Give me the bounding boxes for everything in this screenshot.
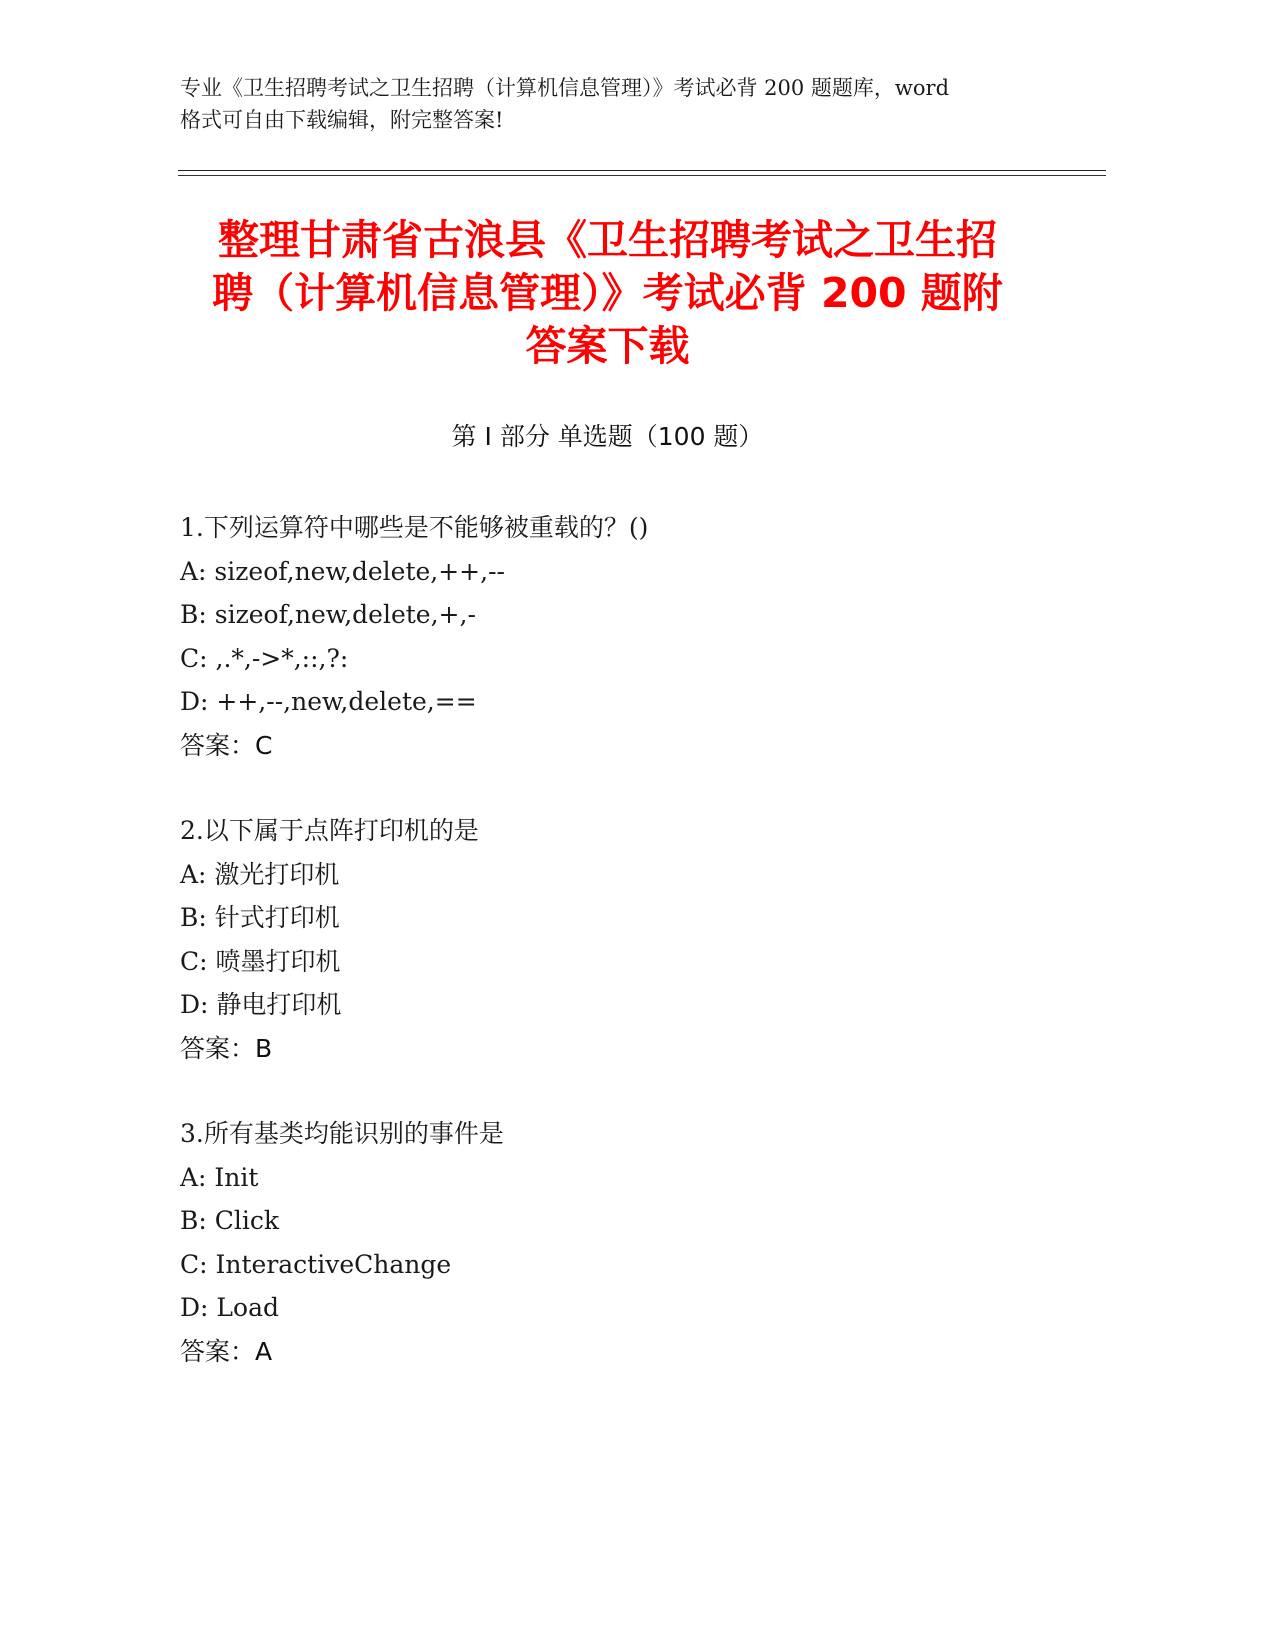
- option-b: B: sizeof,new,delete,+,-: [180, 600, 476, 629]
- document-title-line-3: 答案下载: [525, 322, 690, 370]
- option-b: B: Click: [180, 1206, 280, 1235]
- document-title: [180, 214, 1035, 373]
- question-3: [180, 1112, 1060, 1373]
- option-b: B: 针式打印机: [180, 903, 340, 932]
- option-a: A: sizeof,new,delete,++,--: [180, 556, 505, 586]
- option-c: C: ,.*,->*,::,?:: [180, 643, 349, 673]
- answer-line: 答案：A: [180, 1336, 273, 1366]
- option-a: A: 激光打印机: [180, 859, 340, 889]
- header-note-line-1: 专业《卫生招聘考试之卫生招聘（计算机信息管理）》考试必背 200 题题库，word: [180, 76, 950, 100]
- option-a: A: Init: [180, 1162, 259, 1192]
- header-divider-thin: [178, 175, 1106, 176]
- question-stem: 2.以下属于点阵打印机的是: [180, 816, 479, 845]
- document-title-line-2: 聘（计算机信息管理）》考试必背 200 题附: [212, 269, 1003, 317]
- question-1: [180, 506, 1060, 767]
- question-stem: 3.所有基类均能识别的事件是: [180, 1119, 504, 1148]
- header-note: [180, 72, 1060, 136]
- question-list: [180, 506, 1060, 1415]
- option-c: C: InteractiveChange: [180, 1249, 452, 1279]
- answer-line: 答案：C: [180, 730, 273, 760]
- document-title-line-1: 整理甘肃省古浪县《卫生招聘考试之卫生招: [218, 216, 997, 264]
- question-stem: 1.下列运算符中哪些是不能够被重载的？(): [180, 513, 649, 542]
- option-c: C: 喷墨打印机: [180, 946, 341, 976]
- option-d: D: Load: [180, 1293, 279, 1322]
- section-heading: 第 I 部分 单选题（100 题）: [451, 422, 764, 451]
- option-d: D: 静电打印机: [180, 990, 342, 1019]
- answer-line: 答案：B: [180, 1033, 273, 1063]
- header-divider-thick: [178, 170, 1106, 171]
- question-2: [180, 809, 1060, 1070]
- header-note-line-2: 格式可自由下载编辑，附完整答案!: [180, 108, 504, 132]
- option-d: D: ++,--,new,delete,==: [180, 687, 477, 716]
